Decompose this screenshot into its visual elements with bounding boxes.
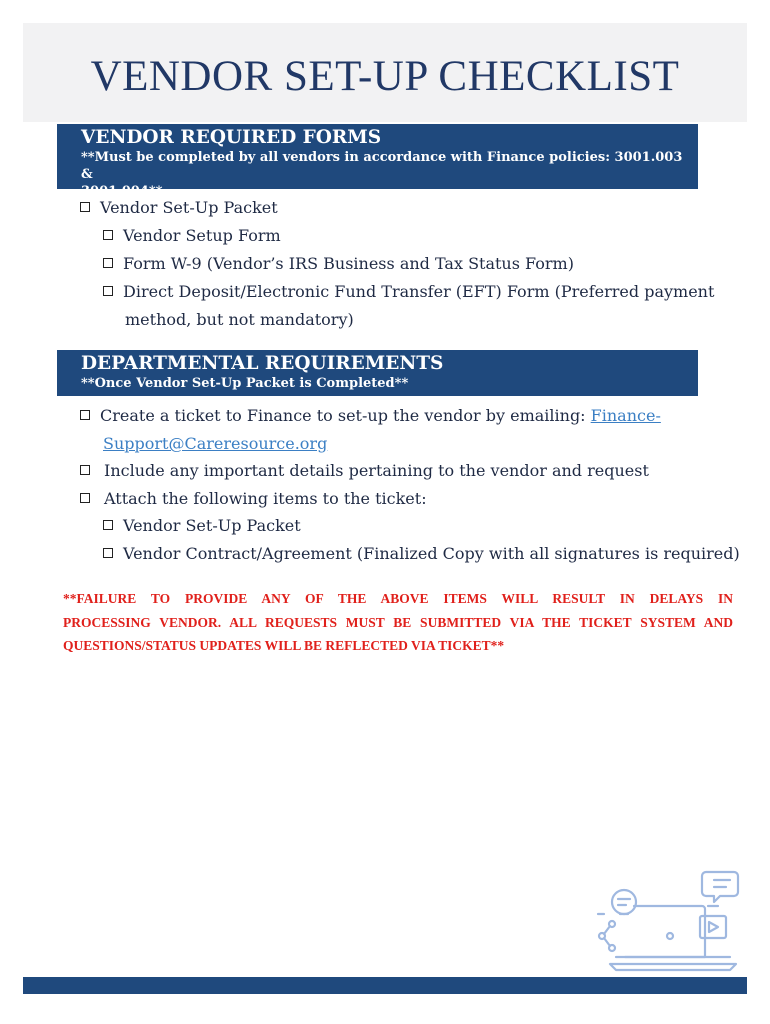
email-link[interactable]: Finance- xyxy=(590,406,661,425)
checkbox-icon[interactable] xyxy=(103,258,113,268)
section-note: **Must be completed by all vendors in accordance with Finance policies: 3001.003 & xyxy=(81,150,683,182)
checklist-item-attach-contract[interactable] xyxy=(103,544,740,564)
laptop-chat-share-illustration xyxy=(590,866,740,976)
warning-line: **FAILURE TO PROVIDE ANY OF THE ABOVE ITEMS WILL RESULT IN DELAYS IN xyxy=(63,591,733,606)
checklist-item-vendor-setup-packet[interactable] xyxy=(80,198,278,218)
checklist-item-vendor-setup-form[interactable] xyxy=(103,226,281,246)
item-label: Vendor Set-Up Packet xyxy=(100,198,278,217)
checklist-item-attach-setup-packet[interactable] xyxy=(103,516,301,536)
warning-line: PROCESSING VENDOR. ALL REQUESTS MUST BE SUBMITTED VIA THE TICKET SYSTEM AND xyxy=(63,614,733,630)
item-label-continued: method, but not mandatory) xyxy=(125,310,354,329)
checklist-item-direct-deposit[interactable] xyxy=(103,282,714,302)
item-label: Attach the following items to the ticket: xyxy=(104,489,427,508)
checkbox-icon[interactable] xyxy=(103,286,113,296)
item-label: Vendor Setup Form xyxy=(123,226,281,245)
checkbox-icon[interactable] xyxy=(80,202,90,212)
warning-line: QUESTIONS/STATUS UPDATES WILL BE REFLECTED VIA TICKET** xyxy=(63,638,505,653)
item-label: Form W-9 (Vendor’s IRS Business and Tax Status Form) xyxy=(123,254,574,273)
checkbox-icon[interactable] xyxy=(80,465,90,475)
failure-warning xyxy=(63,587,733,658)
item-label: Include any important details pertaining to the vendor and request xyxy=(104,461,649,480)
footer-bar xyxy=(23,977,747,994)
checklist-item-include-details[interactable] xyxy=(80,461,649,481)
checkbox-icon[interactable] xyxy=(80,493,90,503)
checkbox-icon[interactable] xyxy=(80,410,90,420)
checkbox-icon[interactable] xyxy=(103,548,113,558)
section-note-continued: 3001.004** xyxy=(81,184,163,199)
checklist-item-form-w9[interactable] xyxy=(103,254,574,274)
item-label: Direct Deposit/Electronic Fund Transfer (EFT) Form (Preferred payment xyxy=(123,282,715,301)
checklist-item-create-ticket[interactable] xyxy=(80,406,661,426)
item-label: Vendor Contract/Agreement (Finalized Copy with all signatures is required) xyxy=(123,544,740,563)
section-title: DEPARTMENTAL REQUIREMENTS xyxy=(81,353,444,374)
item-label: Create a ticket to Finance to set-up the vendor by emailing: xyxy=(100,406,591,425)
checkbox-icon[interactable] xyxy=(103,520,113,530)
email-link-continued[interactable]: Support@Careresource.org xyxy=(103,434,328,453)
checkbox-icon[interactable] xyxy=(103,230,113,240)
checklist-item-attach-items[interactable] xyxy=(80,489,427,509)
section-note: **Once Vendor Set-Up Packet is Completed** xyxy=(81,376,409,391)
section-header-departmental-requirements xyxy=(57,350,698,396)
section-header-vendor-required-forms xyxy=(57,124,698,199)
section-title: VENDOR REQUIRED FORMS xyxy=(81,127,382,148)
item-label: Vendor Set-Up Packet xyxy=(123,516,301,535)
page-title: VENDOR SET-UP CHECKLIST xyxy=(90,53,680,100)
